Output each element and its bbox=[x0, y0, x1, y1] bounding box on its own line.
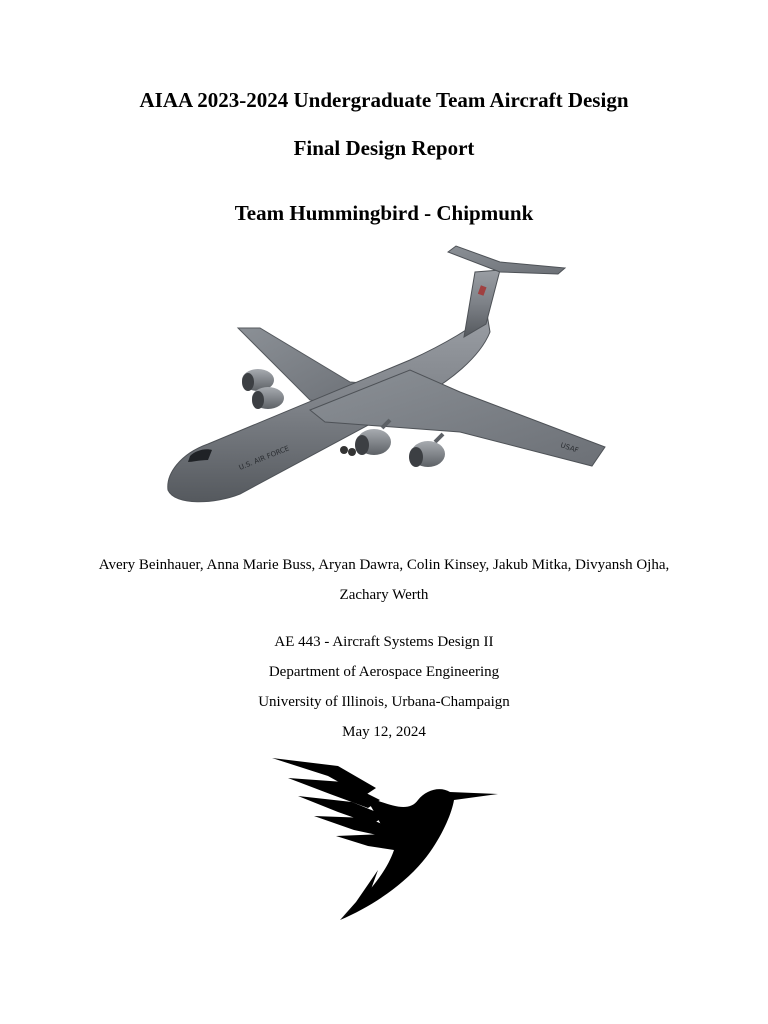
fuselage-marking: U.S. AIR FORCE bbox=[237, 444, 291, 472]
report-date: May 12, 2024 bbox=[342, 724, 426, 740]
authors-line: Zachary Werth bbox=[339, 587, 429, 603]
team-name: Team Hummingbird - Chipmunk bbox=[234, 201, 534, 225]
wing-marking: USAF bbox=[559, 441, 580, 455]
engine-far-inner bbox=[252, 387, 284, 409]
university-name: University of Illinois, Urbana-Champaign bbox=[258, 694, 510, 710]
report-title: AIAA 2023-2024 Undergraduate Team Aircraft Design bbox=[139, 88, 629, 112]
course-name: AE 443 - Aircraft Systems Design II bbox=[274, 634, 494, 650]
authors-block bbox=[0, 550, 768, 610]
engine-near-outer bbox=[409, 434, 445, 467]
report-subtitle: Final Design Report bbox=[293, 136, 475, 160]
department-name: Department of Aerospace Engineering bbox=[268, 664, 500, 680]
course-info-block bbox=[0, 627, 768, 747]
aircraft-render-image bbox=[160, 242, 610, 512]
hummingbird-logo-icon bbox=[268, 752, 508, 924]
authors-line: Avery Beinhauer, Anna Marie Buss, Aryan Dawra, Colin Kinsey, Jakub Mitka, Divyansh Ojha, bbox=[98, 557, 670, 573]
